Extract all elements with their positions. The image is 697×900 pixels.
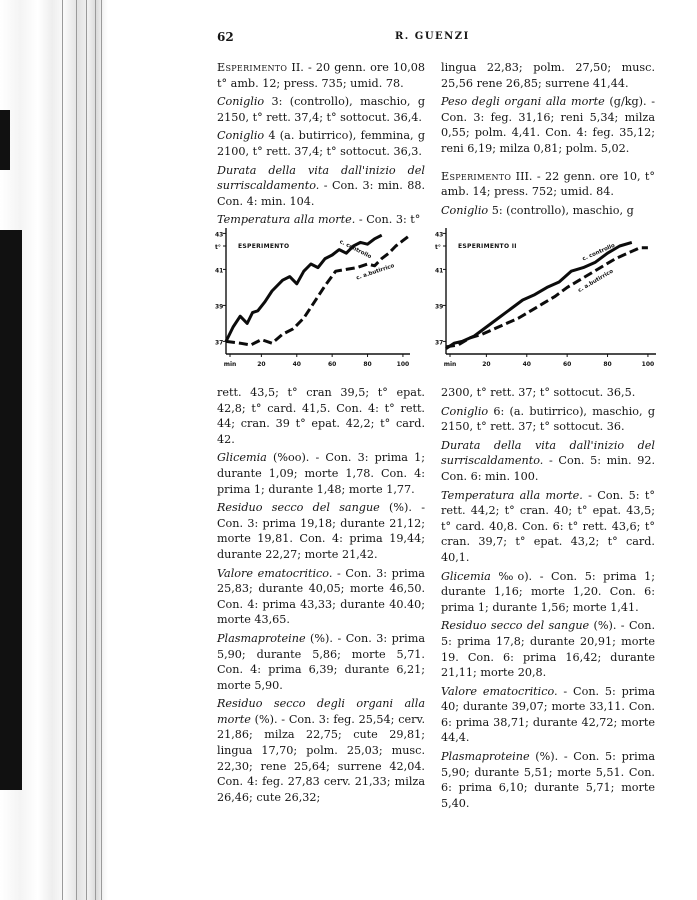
paragraph-text: 3: (controllo), maschio, g 2150, t° rett. 37,4; t° sottocut. 36,4. [217,95,425,124]
x-tick-label: min [223,361,237,368]
chart-esperimento-2 [212,222,417,370]
chart-title: ESPERIMENTO [238,243,290,250]
page-header [217,30,657,46]
x-tick-label: 60 [562,361,572,368]
chart-title: ESPERIMENTO II [458,243,517,250]
y-tick-label: 43 [435,231,444,239]
y-tick-label: 37 [435,339,444,347]
x-tick-label: 20 [257,361,266,368]
page-binding-edge [0,0,108,900]
paragraph [441,488,655,566]
x-tick-label: 80 [363,361,372,368]
paragraph-label: Residuo secco del sangue [441,619,590,633]
series-line-controllo [446,242,632,348]
paragraph-label: Durata della vita dall'inizio del surriscaldamento. [217,163,425,193]
paragraph-label: Temperatura alla morte. [217,213,356,227]
paragraph [217,631,425,693]
paragraph [217,128,425,159]
paragraph-text: (%oo). - Con. 3: prima 1; durante 1,09; morte 1,78. Con. 4: prima 1; durante 1,48; morte 1,77. [217,451,425,496]
y-tick-label: 41 [215,267,224,275]
series-label: c. controllo [581,242,616,263]
y-tick-label: 39 [435,303,444,311]
right-column-top [441,60,655,221]
paragraph [217,385,425,447]
paragraph-label: Glicemia [441,569,491,583]
paragraph-text: - Con. 5: min. 92. Con. 6: min. 100. [441,454,655,483]
paragraph-text: II. - 20 genn. ore 10,08 t° amb. 12; press. 735; umid. 78. [217,61,425,90]
paragraph-label: Coniglio [441,203,489,217]
paragraph-label: Valore ematocritico. [217,566,333,580]
x-tick-label: 20 [482,361,491,368]
x-tick-label: 60 [327,361,337,368]
paragraph-text: - Con. 3: min. 88. Con. 4: min. 104. [217,179,425,208]
paragraph-label: Glicemia [217,451,267,465]
series-line-butirrico [226,235,410,345]
paragraph [217,696,425,805]
paragraph [441,385,655,401]
series-line-butirrico [446,248,648,347]
experiment-heading: Esperimento [217,61,288,74]
running-head: R. GUENZI [395,31,470,42]
paragraph [441,169,655,200]
paragraph-text: 5: (controllo), maschio, g [488,203,634,217]
paragraph-label: Coniglio [217,95,265,109]
paragraph-label: Residuo secco del sangue [217,501,380,515]
paragraph [441,684,655,746]
paragraph [441,203,655,219]
paragraph [441,749,655,811]
x-tick-label: 40 [292,361,301,368]
paragraph-text: ‰o). - Con. 5: prima 1; durante 1,16; morte 1,20. Con. 6: prima 1; durante 1,56; morte 1,41. [441,569,655,614]
paragraph-text: 6: (a. butirrico), maschio, g 2150, t° rett. 37; t° sottocut. 36. [441,404,655,434]
paragraph [441,404,655,435]
paragraph [441,60,655,91]
y-tick-label: 43 [215,231,224,239]
paragraph-label: Durata della vita dall'inizio del surriscaldamento. [441,438,655,468]
series-label: c. a.butirrico [355,263,396,282]
y-tick-label: t° [435,244,441,251]
paragraph-text: - Con. 3: prima 25,83; durante 40,05; morte 46,50. Con. 4: prima 43,33; durante 40.40; morte 43,65. [217,566,425,627]
paragraph [441,438,655,485]
paragraph-text: (%). - Con. 5: prima 5,90; durante 5,51; morte 5,51. Con. 6: prima 6,10; durante 5,71; morte 5,40. [441,750,655,810]
paragraph-text: - Con. 5: t° rett. 44,2; t° cran. 40; t° epat. 43,5; t° card. 40,8. Con. 6: t° rett. 43,6; t° cran. 39,7; t° epat. 43,2; t° card. 40,1. [441,488,655,564]
paragraph-label: Temperatura alla morte. [441,488,583,502]
paragraph-text: (%). - Con. 3: prima 5,90; durante 5,86; morte 5,71. Con. 4: prima 6,39; durante 6,21; morte 5,90. [217,631,425,692]
paragraph-label: Plasmaproteine [217,631,306,645]
paragraph [441,618,655,680]
x-tick-label: 100 [641,361,655,368]
paragraph-text: 4 (a. butirrico), femmina, g 2100, t° rett. 37,4; t° sottocut. 36,3. [217,129,425,158]
page-number: 62 [217,30,234,44]
paragraph-text: (g/kg). - Con. 3: feg. 31,16; reni 5,34; milza 0,55; polm. 4,41. Con. 4: feg. 35,12; reni 6,19; milza 0,81; polm. 5,02. [441,95,655,155]
y-tick-label: t° [215,244,221,251]
paragraph-label: Peso degli organi alla morte [441,95,605,109]
chart-esperimento-3 [432,222,662,370]
paragraph-label: Coniglio [217,129,265,143]
paragraph-text: (%). - Con. 5: prima 17,8; durante 20,91; morte 19. Con. 6: prima 16,42; durante 21,11; morte 20,8. [441,619,655,680]
paragraph [217,60,425,91]
paragraph-text: rett. 43,5; t° cran 39,5; t° epat. 42,8; t° card. 41,5. Con. 4: t° rett. 44; cran. 39 t° epat. 42,2; t° card. 42. [217,386,425,446]
paragraph-text: - Con. 3: t° [355,213,421,227]
paragraph [441,94,655,156]
x-tick-label: 40 [522,361,531,368]
paragraph-label: Coniglio [441,404,489,418]
y-tick-label: 41 [435,267,444,275]
paragraph [217,450,425,497]
paragraph [217,94,425,125]
paragraph-text: (%). - Con. 3: feg. 25,54; cerv. 21,86; milza 22,75; cute 29,81; lingua 17,70; polm. 25,03; musc. 22,30; rene 25,64; surrene 42,04. Con. 4: feg. 27,83 cerv. 21,33; milza 26,46; cute 26,32; [217,712,425,804]
paragraph-text: lingua 22,83; polm. 27,50; musc. 25,56 rene 26,85; surrene 41,44. [441,61,655,90]
paragraph-label: Residuo secco degli organi alla morte [217,697,425,726]
paragraph-text: - Con. 5: prima 40; durante 39,07; morte 33,11. Con. 6: prima 38,71; durante 42,72; morte 44,4. [441,684,655,745]
x-tick-label: 80 [603,361,612,368]
x-tick-label: 100 [396,361,410,368]
series-label: c. a.butirrico [577,268,615,294]
paragraph-text: (%). - Con. 3: prima 19,18; durante 21,12; morte 19,81. Con. 4: prima 19,44; durante 22,27; morte 21,42. [217,501,426,561]
paragraph [217,566,425,628]
paragraph-label: Valore ematocritico. [441,684,558,698]
experiment-heading: Esperimento [441,169,512,183]
paragraph-text: 2300, t° rett. 37; t° sottocut. 36,5. [441,386,636,399]
paragraph-label: Plasmaproteine [441,750,530,764]
y-tick-label: 39 [215,303,224,311]
y-tick-label: 37 [215,339,224,347]
paragraph [217,163,425,210]
x-tick-label: min [443,361,457,368]
series-label: c. controllo [338,239,373,261]
left-column-bottom [217,385,425,808]
paragraph [217,500,425,562]
right-column-bottom [441,385,655,814]
paragraph [441,569,655,616]
left-column-top [217,60,425,231]
paragraph-text: III. - 22 genn. ore 10, t° amb. 14; press. 752; umid. 84. [441,169,655,199]
